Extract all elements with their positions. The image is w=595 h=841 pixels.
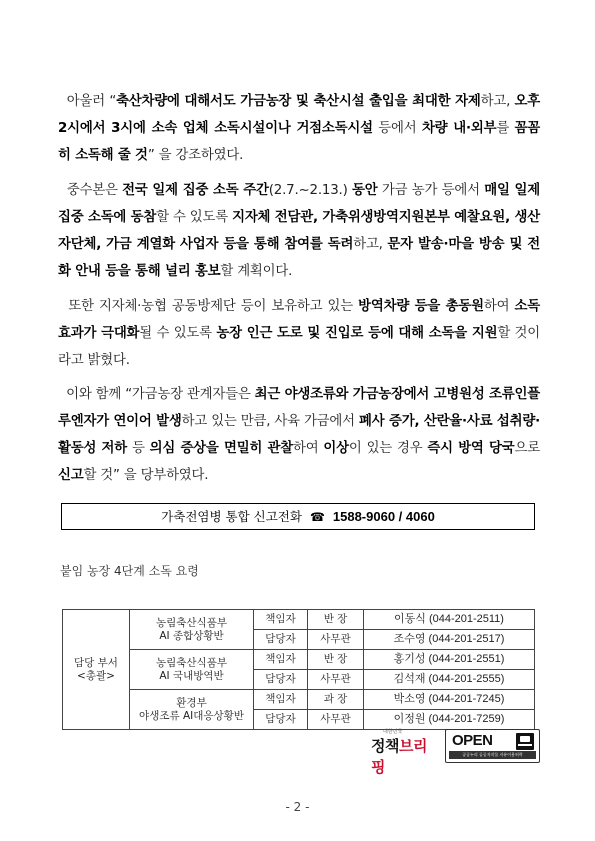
org-name: 농림축산식품부 — [155, 656, 227, 669]
report-hotline-box — [61, 503, 535, 530]
contact-cell: 이정원 (044-201-7259) — [364, 710, 535, 730]
paragraph-disinfection-support — [58, 293, 540, 374]
body-text: 등 — [127, 441, 150, 456]
body-text: 하여 — [483, 299, 515, 314]
body-text: 될 수 있도록 — [139, 326, 217, 341]
emphasized-text: 의심 증상을 면밀히 관찰 — [149, 441, 294, 456]
body-text: 또한 지자체·농협 공동방제단 등이 보유하고 있는 — [68, 299, 359, 314]
paragraph-disinfection-week — [58, 177, 540, 285]
paragraph-vehicle-disinfection — [58, 88, 540, 169]
body-text: 아울러 “ — [66, 94, 117, 109]
hotline-label: 가축전염병 통합 신고전화 — [161, 509, 302, 524]
emphasized-text: 이상 — [323, 441, 349, 456]
title-cell: 사무관 — [308, 670, 364, 690]
title-cell: 사무관 — [308, 710, 364, 730]
org-unit: AI 종합상황반 — [159, 629, 224, 642]
contact-cell: 김석재 (044-201-2555) — [364, 670, 535, 690]
license-badge-icon — [516, 733, 534, 750]
emphasized-text: 소독 효과가 극대화 — [58, 299, 540, 341]
briefing-logo-main-text — [371, 735, 439, 777]
briefing-logo-main-a: 정책 — [371, 737, 399, 755]
table-row — [63, 690, 535, 710]
emphasized-text: 꼼꼼히 소독해 줄 것 — [58, 121, 540, 163]
briefing-logo-small-text: 대한민국 — [383, 729, 403, 735]
body-text: 중수본은 — [66, 183, 123, 198]
attachment-title: 붙임 농장 4단계 소독 요령 — [60, 564, 199, 578]
body-text: 으로 — [514, 441, 540, 456]
footer-logos — [369, 726, 541, 776]
body-text: 할 계획이다. — [220, 264, 293, 279]
emphasized-text: 축산차량에 대해서도 가금농장 및 축산시설 출입을 최대한 자제 — [116, 94, 481, 109]
emphasized-text: 문자 발송·마을 방송 및 전화 안내 등을 통해 널리 홍보 — [58, 237, 541, 279]
role-cell: 담당자 — [254, 670, 308, 690]
role-cell: 책임자 — [254, 650, 308, 670]
body-text: 할 수 있도록 — [156, 210, 233, 225]
open-logo-strip: 공공누리 공공저작물 자유이용허락 — [449, 751, 536, 759]
table-row — [63, 610, 535, 630]
body-text: 이 있는 경우 — [348, 441, 428, 456]
body-text: 하고 있는 만큼, 사육 가금에서 — [181, 414, 359, 429]
emphasized-text: 농장 인근 도로 및 진입로 등에 대해 소독을 지원 — [216, 326, 498, 341]
body-text: 할 것이라고 밝혔다. — [58, 326, 541, 368]
emphasized-text: 매일 일제 집중 소독에 동참 — [58, 183, 541, 225]
contact-cell: 이동식 (044-201-2511) — [364, 610, 535, 630]
contact-table — [62, 609, 535, 730]
role-cell: 담당자 — [254, 630, 308, 650]
role-cell: 담당자 — [254, 710, 308, 730]
emphasized-text: 즉시 방역 당국 — [427, 441, 515, 456]
contact-table-body — [63, 610, 535, 730]
emphasized-text: 최근 야생조류와 가금농장에서 고병원성 조류인플루엔자가 연이어 발생 — [58, 387, 540, 429]
org-unit: AI 국내방역반 — [159, 669, 224, 682]
role-cell: 책임자 — [254, 690, 308, 710]
title-cell: 반 장 — [308, 650, 364, 670]
role-cell: 책임자 — [254, 610, 308, 630]
org-cell — [130, 650, 254, 690]
body-text: 를 — [496, 121, 515, 136]
body-text: 등에서 — [372, 121, 422, 136]
page-number: - 2 - — [285, 800, 310, 814]
org-cell — [130, 690, 254, 730]
briefing-logo-main-b: 브리핑 — [371, 737, 427, 776]
title-cell: 사무관 — [308, 630, 364, 650]
emphasized-text: 폐사 증가, 산란율·사료 섭취량·활동성 저하 — [58, 414, 540, 456]
body-text: 하여 — [293, 441, 324, 456]
emphasized-text: 동안 — [352, 183, 378, 198]
emphasized-text: 신고 — [58, 468, 84, 483]
org-name: 농림축산식품부 — [155, 616, 227, 629]
table-row — [63, 650, 535, 670]
body-text: 할 것” 을 당부하였다. — [83, 468, 209, 483]
body-text: (2.7.~2.13.) — [268, 183, 353, 198]
emphasized-text: 오후 2시에서 3시에 소속 업체 소독시설이나 거점소독시설 — [58, 94, 540, 136]
body-text: ” 을 강조하였다. — [147, 148, 244, 163]
contact-cell: 홍기성 (044-201-2551) — [364, 650, 535, 670]
emphasized-text: 차량 내·외부 — [421, 121, 497, 136]
org-cell — [130, 610, 254, 650]
dept-header-cell — [63, 610, 130, 730]
dept-header-label: 담당 부서 — [74, 656, 118, 669]
policy-briefing-logo — [369, 726, 439, 776]
title-cell: 반 장 — [308, 610, 364, 630]
emphasized-text: 방역차량 등을 총동원 — [358, 299, 484, 314]
body-text: 하고, — [480, 94, 515, 109]
paragraph-farm-monitoring — [58, 381, 540, 489]
open-logo-word: OPEN — [452, 732, 493, 749]
org-unit: 야생조류 AI대응상황반 — [139, 709, 244, 722]
open-license-logo — [445, 729, 540, 763]
phone-icon: ☎ — [309, 510, 325, 524]
contact-cell: 조수영 (044-201-2517) — [364, 630, 535, 650]
dept-header-sub: <총괄> — [77, 669, 115, 682]
emphasized-text: 전국 일제 집중 소독 주간 — [122, 183, 269, 198]
body-text: 가금 농가 등에서 — [377, 183, 485, 198]
emphasized-text: 지자체 전담관, 가축위생방역지원본부 예찰요원, 생산자단체, 가금 계열화 사업자 등을 통해 참여를 독려 — [58, 210, 540, 252]
title-cell: 과 장 — [308, 690, 364, 710]
hotline-numbers: 1588-9060 / 4060 — [332, 509, 435, 524]
body-text: 하고, — [353, 237, 388, 252]
body-text: 이와 함께 “가금농장 관계자들은 — [66, 387, 255, 402]
org-name: 환경부 — [176, 696, 207, 709]
contact-cell: 박소영 (044-201-7245) — [364, 690, 535, 710]
